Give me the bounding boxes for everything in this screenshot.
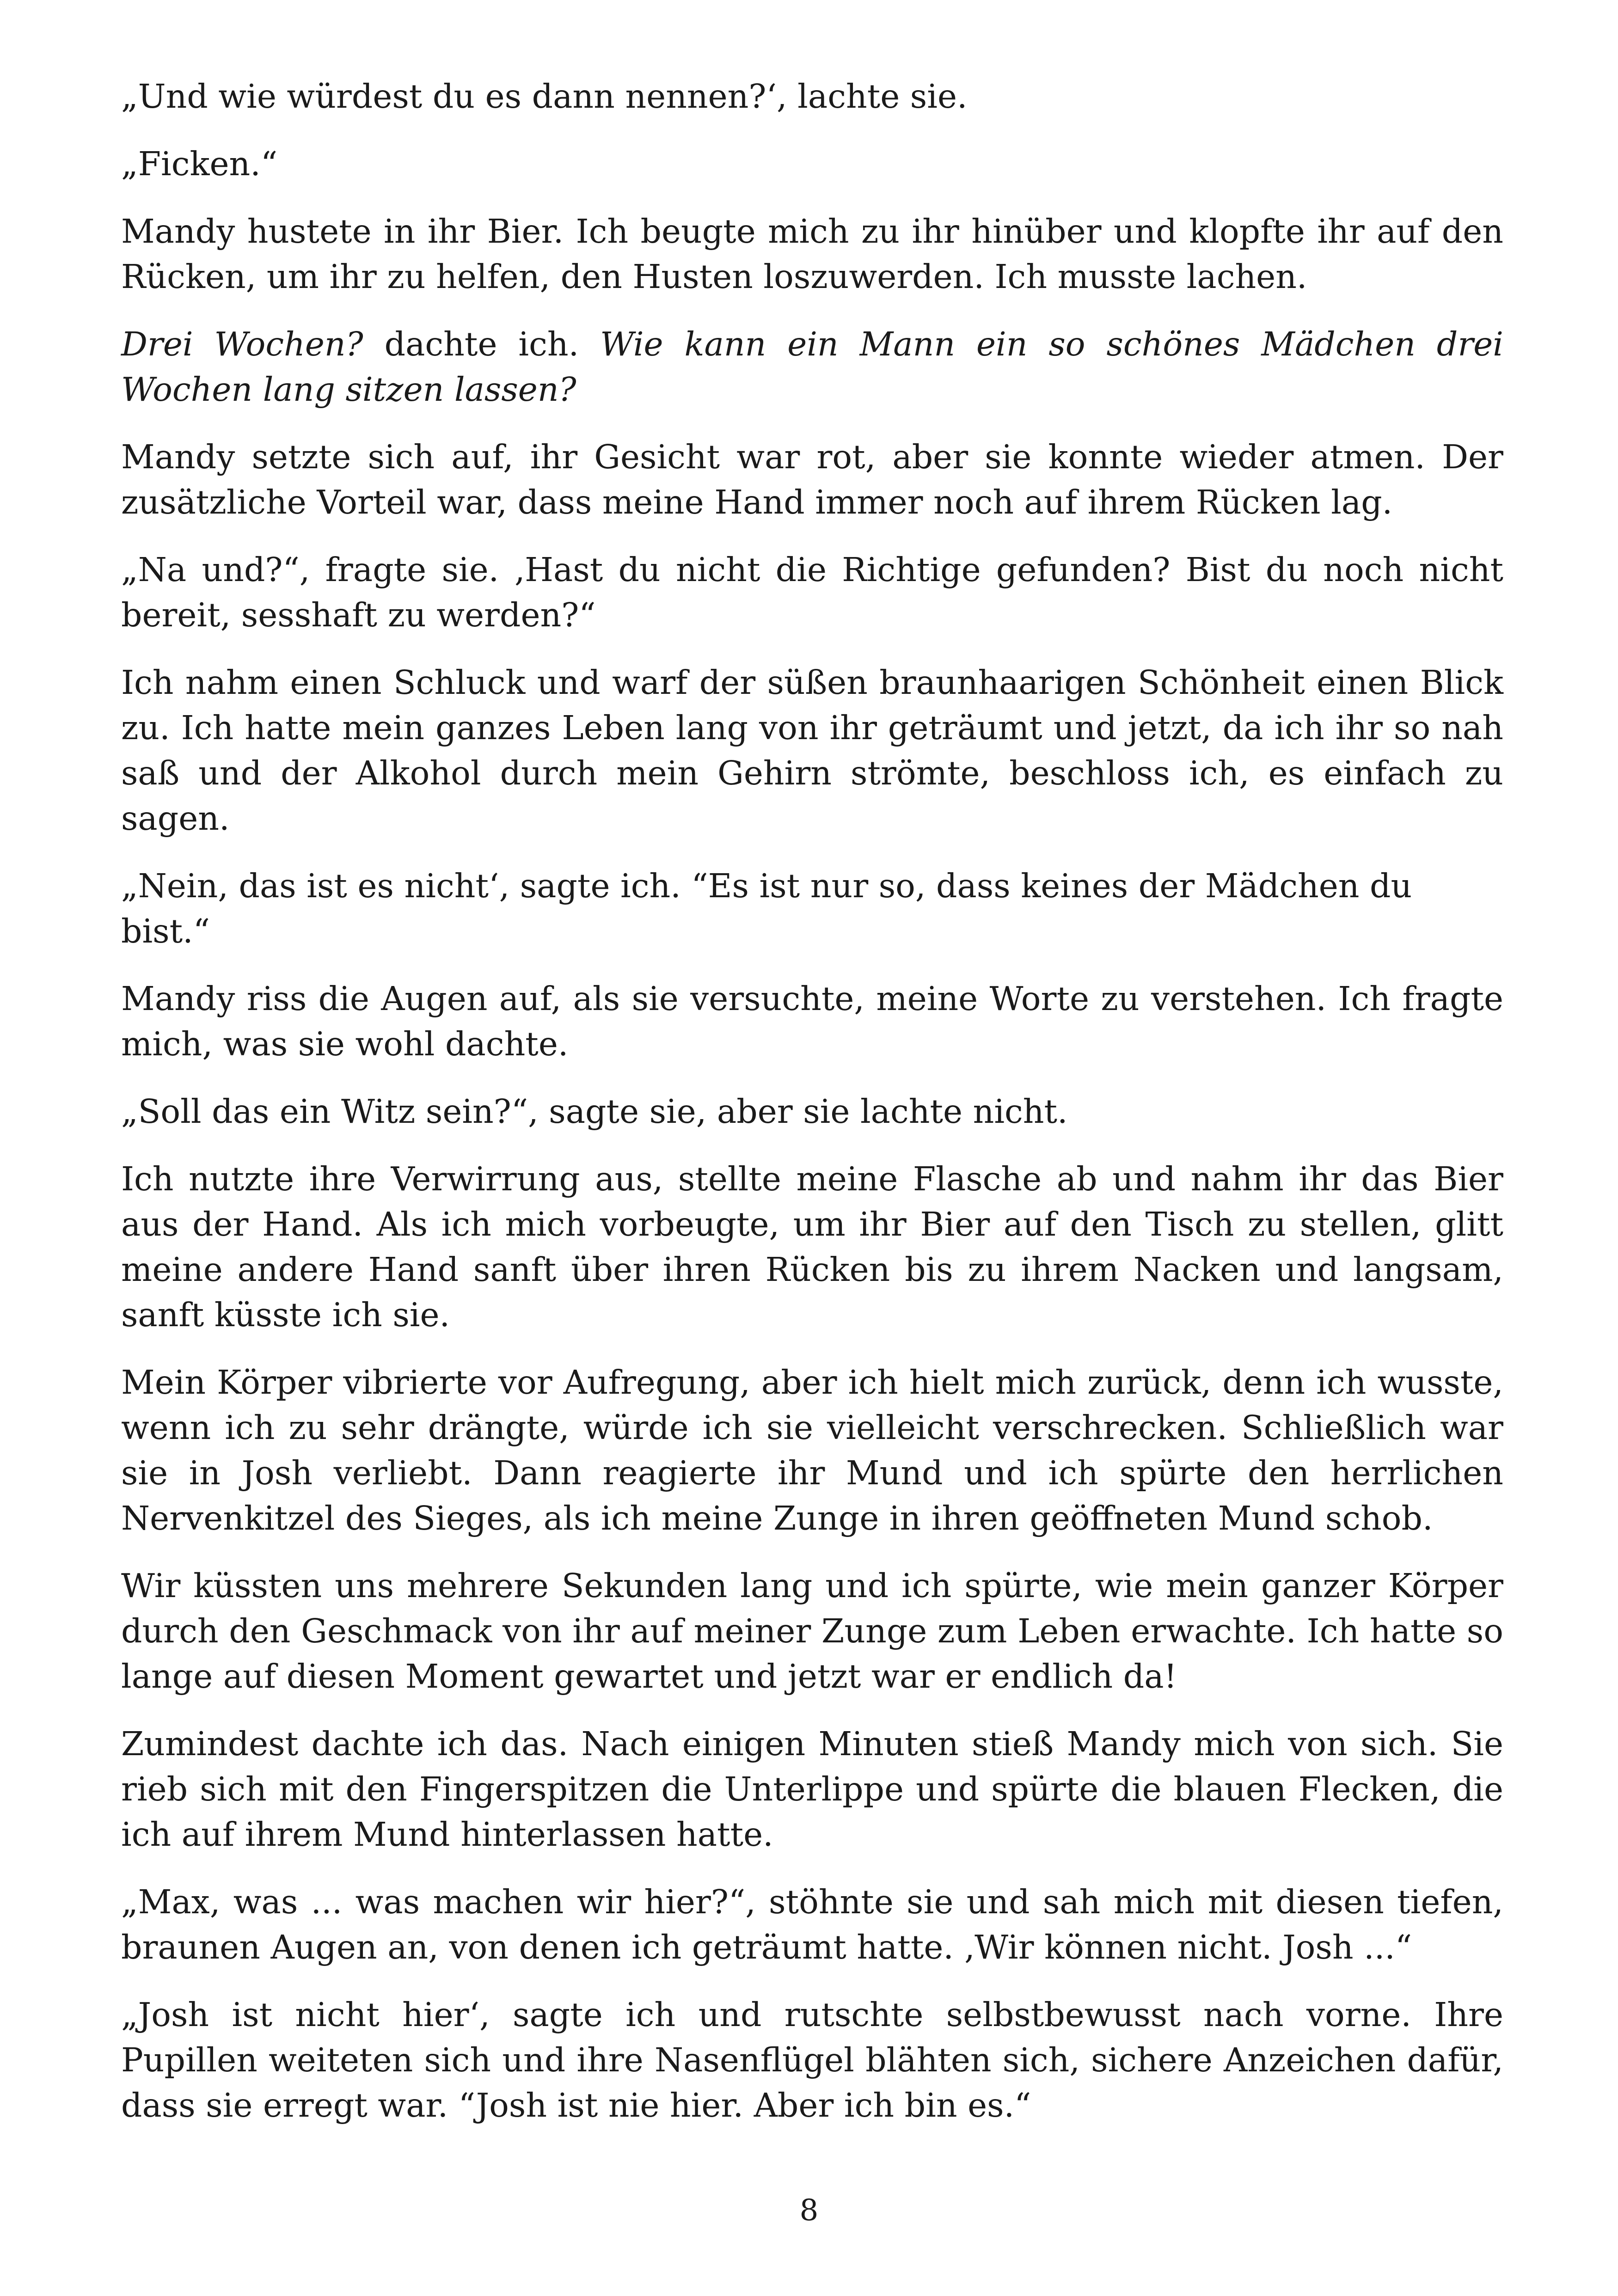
paragraph: „Ficken.“	[121, 145, 278, 183]
paragraph: „Soll das ein Witz sein?“, sagte sie, aber sie lachte nicht.	[121, 1092, 1068, 1131]
paragraph: „Und wie würdest du es dann nennen?‘, lachte sie.	[121, 77, 968, 116]
paragraph: Mandy setzte sich auf, ihr Gesicht war rot, aber sie konnte wieder atmen. Der zusätzliche Vorteil war, dass meine Hand immer noch auf ihrem Rücken lag.	[121, 438, 1503, 521]
italic-text: Wie kann ein Mann ein so schönes Mädchen drei Wochen lang sitzen lassen?	[121, 325, 1503, 409]
paragraph: Zumindest dachte ich das. Nach einigen Minuten stieß Mandy mich von sich. Sie rieb sich mit den Fingerspitzen die Unterlippe und spürte die blauen Flecken, die ich auf ihrem Mund hinterlassen hatte.	[121, 1725, 1503, 1854]
page-number: 8	[799, 2193, 819, 2228]
paragraph: Wir küssten uns mehrere Sekunden lang und ich spürte, wie mein ganzer Körper durch den Geschmack von ihr auf meiner Zunge zum Leben erwachte. Ich hatte so lange auf diesen Moment gewartet und jetzt war er endlich da!	[121, 1567, 1503, 1696]
paragraph: „Josh ist nicht hier‘, sagte ich und rutschte selbstbewusst nach vorne. Ihre Pupillen weiteten sich und ihre Nasenflügel blähten sich, sichere Anzeichen dafür, dass sie erregt war. “Josh ist nie hier. Aber ich bin es.“	[121, 1996, 1503, 2125]
paragraph: „Nein, das ist es nicht‘, sagte ich. “Es ist nur so, dass keines der Mädchen du bist.“	[121, 867, 1412, 950]
paragraph: Ich nutzte ihre Verwirrung aus, stellte meine Flasche ab und nahm ihr das Bier aus der Hand. Als ich mich vorbeugte, um ihr Bier auf den Tisch zu stellen, glitt meine andere Hand sanft über ihren Rücken bis zu ihrem Nacken und langsam, sanft küsste ich sie.	[121, 1160, 1503, 1334]
paragraph: „Na und?“, fragte sie. ‚Hast du nicht die Richtige gefunden? Bist du noch nicht bereit, sesshaft zu werden?“	[121, 551, 1503, 634]
paragraph: „Max, was ... was machen wir hier?“, stöhnte sie und sah mich mit diesen tiefen, braunen Augen an, von denen ich geträumt hatte. ‚Wir können nicht. Josh ...“	[121, 1883, 1503, 1966]
paragraph: Mandy hustete in ihr Bier. Ich beugte mich zu ihr hinüber und klopfte ihr auf den Rücken, um ihr zu helfen, den Husten loszuwerden. Ich musste lachen.	[121, 212, 1503, 296]
plain-text: dachte ich.	[363, 325, 601, 363]
paragraph: Mandy riss die Augen auf, als sie versuchte, meine Worte zu verstehen. Ich fragte mich, was sie wohl dachte.	[121, 980, 1503, 1063]
paragraph: Mein Körper vibrierte vor Aufregung, aber ich hielt mich zurück, denn ich wusste, wenn ich zu sehr drängte, würde ich sie vielleicht verschrecken. Schließlich war sie in Josh verliebt. Dann reagierte ihr Mund und ich spürte den herrlichen Nervenkitzel des Sieges, als ich meine Zunge in ihren geöffneten Mund schob.	[121, 1363, 1503, 1537]
paragraph: Ich nahm einen Schluck und warf der süßen braunhaarigen Schönheit einen Blick zu. Ich hatte mein ganzes Leben lang von ihr geträumt und jetzt, da ich ihr so nah saß und der Alkohol durch mein Gehirn strömte, beschloss ich, es einfach zu sagen.	[121, 663, 1503, 838]
paragraph-inner-thought	[121, 322, 1503, 412]
italic-text: Drei Wochen?	[121, 325, 363, 363]
document-body	[121, 74, 1503, 2150]
